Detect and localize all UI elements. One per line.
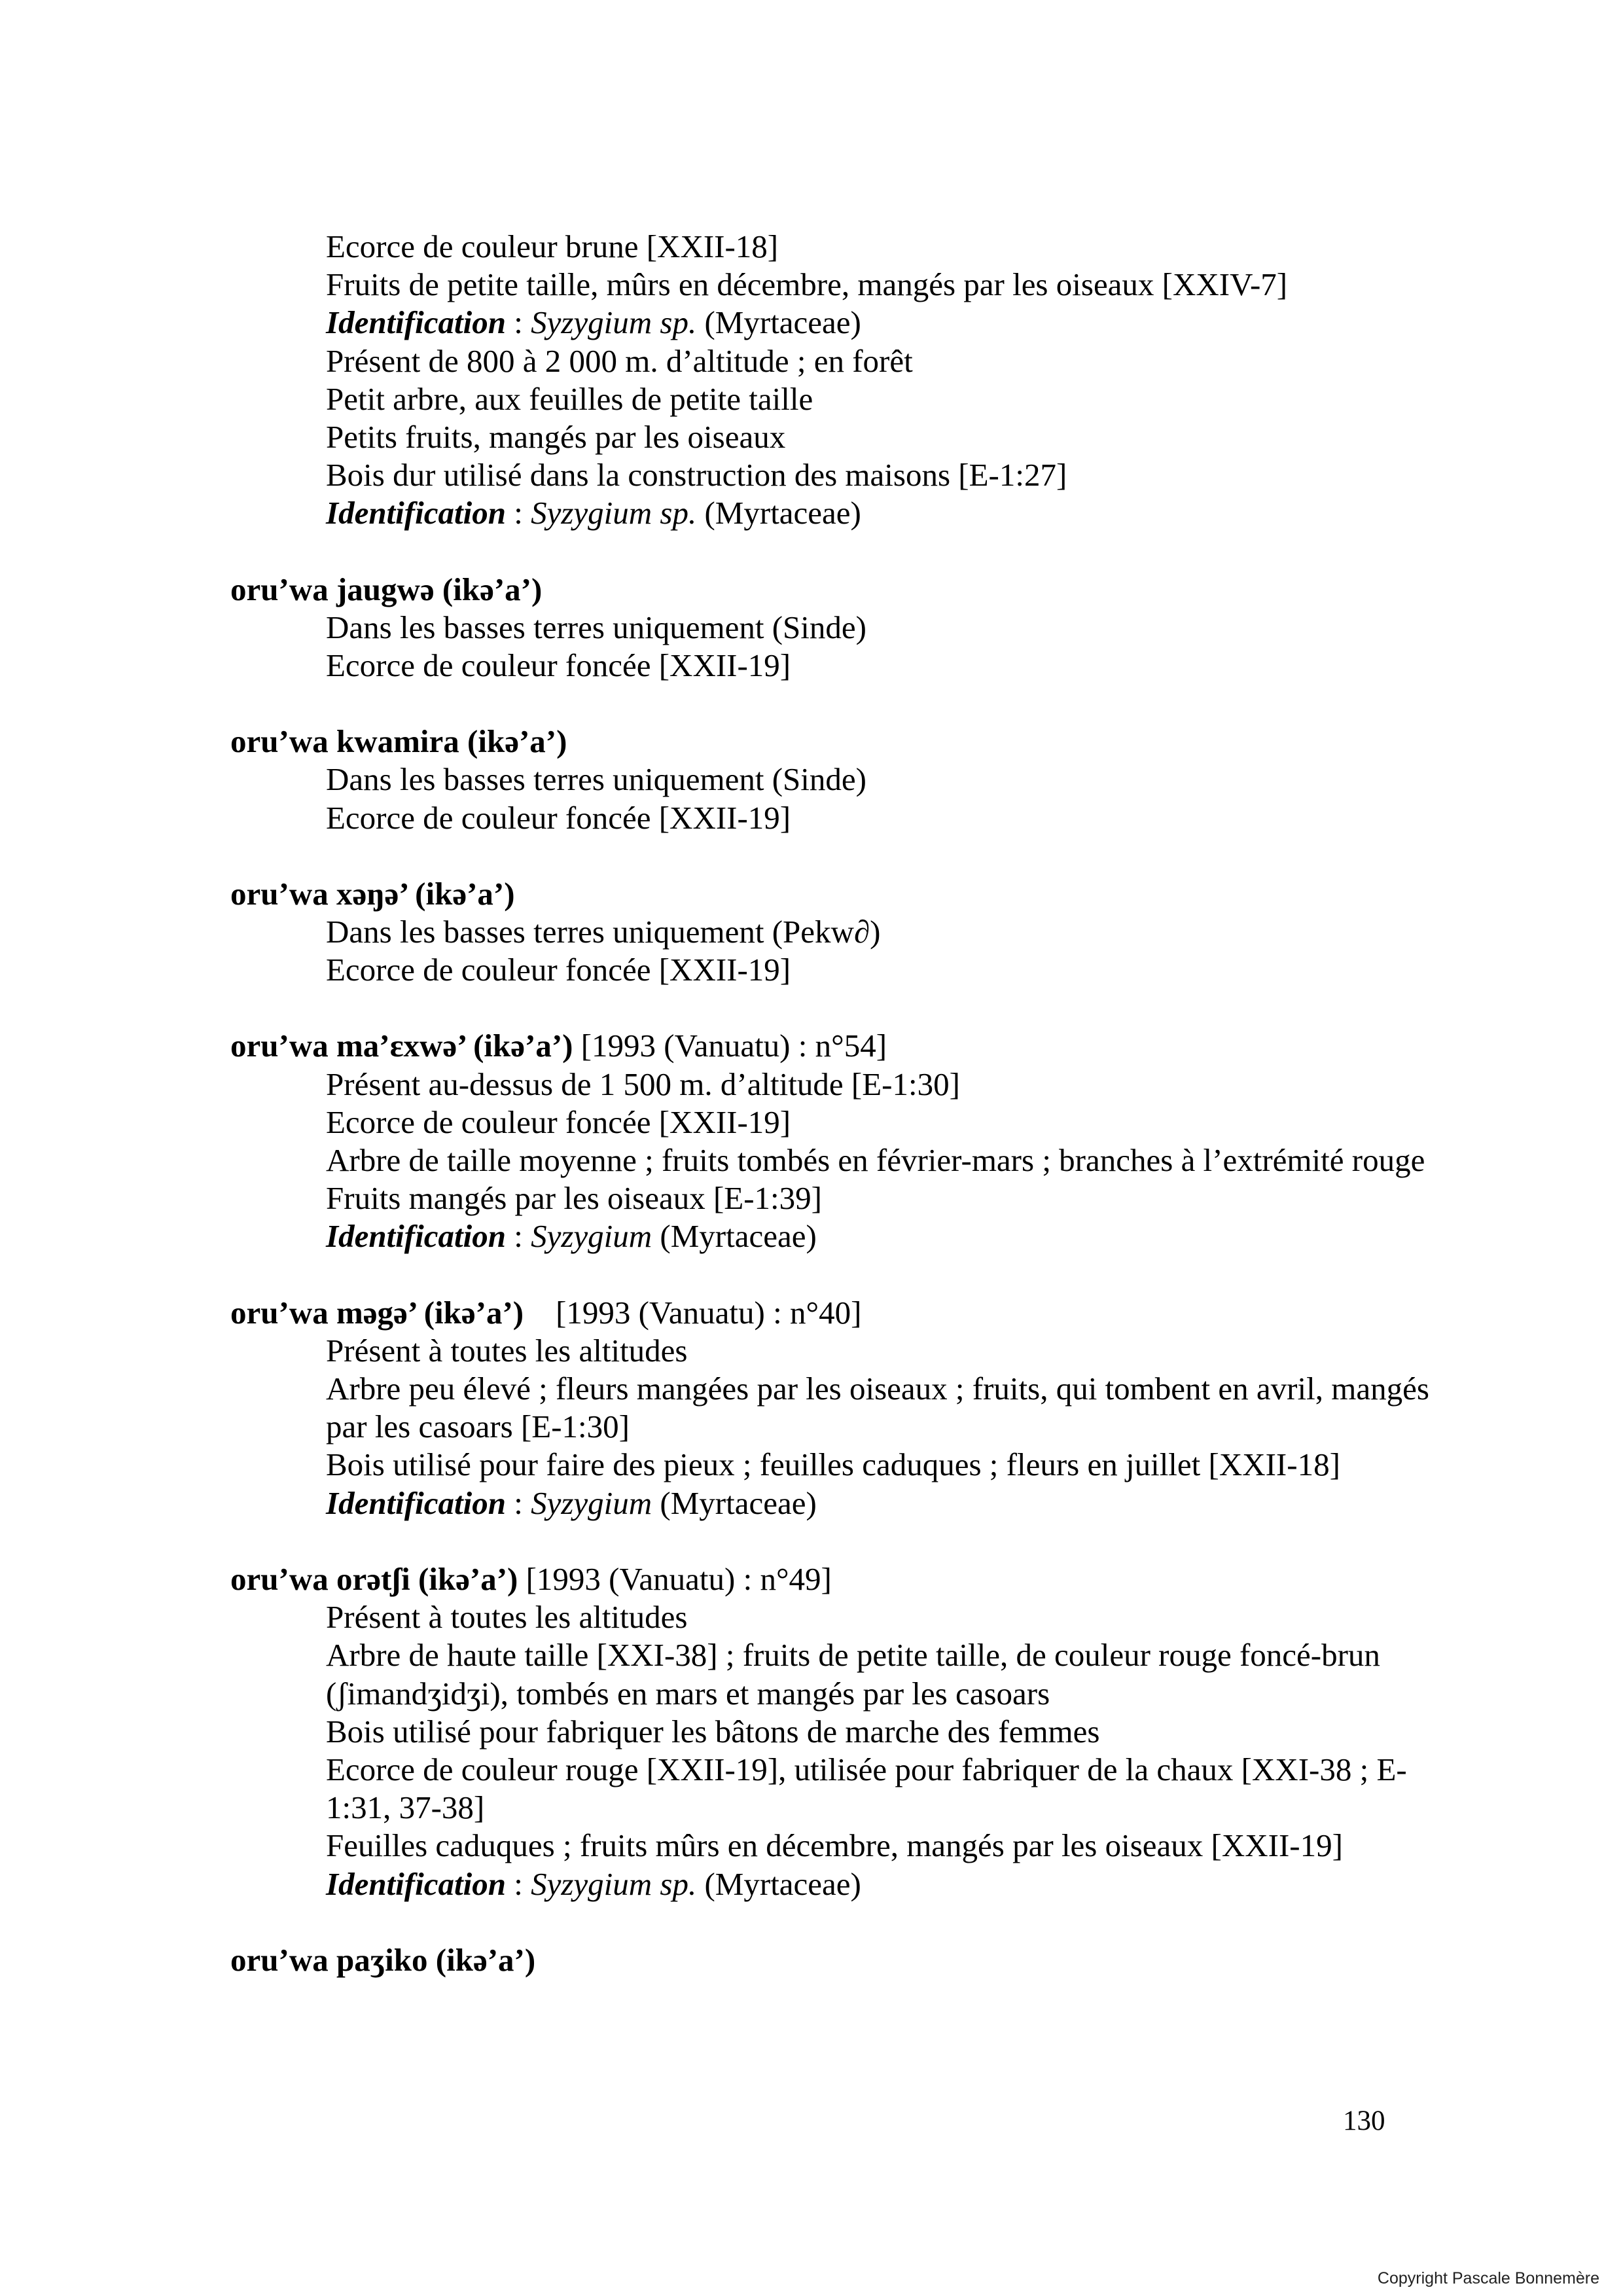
identification-label: Identification	[326, 1865, 506, 1902]
entry-line: Présent au-dessus de 1 500 m. d’altitude [E-1:30]	[326, 1066, 960, 1102]
entry-line: Feuilles caduques ; fruits mûrs en décembre, mangés par les oiseaux [XXII-19]	[326, 1827, 1343, 1864]
entry-headword: oru’wa ma’ɛxwə’ (ikə’a’)	[230, 1028, 573, 1064]
identification-line	[230, 1217, 1448, 1255]
entry-line: Présent à toutes les altitudes	[326, 1599, 688, 1636]
page-content	[230, 228, 1448, 1979]
entry-headword: oru’wa xəŋə’ (ikə’a’)	[230, 875, 515, 912]
entry-line: Bois dur utilisé dans la construction des maisons [E-1:27]	[326, 457, 1067, 493]
species-name: Syzygium sp.	[531, 495, 697, 531]
page-number: 130	[1343, 2106, 1385, 2136]
entry-reference: [1993 (Vanuatu) : n°49]	[518, 1560, 832, 1597]
dictionary-entry	[230, 1294, 1448, 1522]
entry-header-line	[230, 1027, 1448, 1065]
entry-line: Petits fruits, mangés par les oiseaux	[326, 419, 786, 456]
entry-reference: [1993 (Vanuatu) : n°54]	[573, 1028, 887, 1064]
entry-line: Dans les basses terres uniquement (Sinde)	[326, 609, 866, 645]
entry-reference: [1993 (Vanuatu) : n°40]	[524, 1294, 862, 1331]
species-name: Syzygium	[531, 1484, 652, 1521]
entry-line: Ecorce de couleur rouge [XXII-19], utilisée pour fabriquer de la chaux [XXI-38 ; E-1:31, 37-38]	[326, 1751, 1407, 1826]
entry-header-line	[230, 1294, 1448, 1332]
entry-line: Arbre de haute taille [XXI-38] ; fruits de petite taille, de couleur rouge foncé-brun (ʃimandʒidʒi), tombés en mars et mangés par les casoars	[326, 1637, 1380, 1712]
family-name: (Myrtaceae)	[652, 1484, 817, 1521]
entry-headword: oru’wa paʒiko (ikə’a’)	[230, 1941, 536, 1978]
entry-headword: oru’wa jaugwə (ikə’a’)	[230, 571, 543, 607]
identification-line	[230, 1484, 1448, 1522]
entry-line: Arbre de taille moyenne ; fruits tombés en février-mars ; branches à l’extrémité rouge	[326, 1142, 1425, 1179]
entry-line: Bois utilisé pour fabriquer les bâtons de marche des femmes	[326, 1713, 1100, 1749]
species-name: Syzygium sp.	[531, 304, 697, 341]
family-name: (Myrtaceae)	[696, 304, 861, 341]
dictionary-entry	[230, 1027, 1448, 1255]
entry-line: Dans les basses terres uniquement (Sinde)	[326, 761, 866, 798]
identification-separator: :	[505, 1865, 531, 1902]
entry-line: Dans les basses terres uniquement (Pekw∂)	[326, 914, 881, 950]
entry-line: Ecorce de couleur brune [XXII-18]	[326, 228, 779, 264]
entry-line: Petit arbre, aux feuilles de petite taille	[326, 380, 813, 417]
entry-headword: oru’wa məgə’ (ikə’a’)	[230, 1294, 524, 1331]
copyright-notice: Copyright Pascale Bonnemère	[1377, 2269, 1599, 2287]
entry-line: Fruits de petite taille, mûrs en décembre, mangés par les oiseaux [XXIV-7]	[326, 266, 1288, 303]
identification-separator: :	[505, 1484, 531, 1521]
identification-separator: :	[505, 1218, 531, 1255]
entry-continuation	[230, 228, 1448, 533]
entry-headword: oru’wa orətʃi (ikə’a’)	[230, 1560, 518, 1597]
dictionary-entry	[230, 1560, 1448, 1903]
entry-line: Présent à toutes les altitudes	[326, 1332, 688, 1369]
identification-line	[230, 304, 1448, 342]
dictionary-entry	[230, 875, 1448, 990]
family-name: (Myrtaceae)	[696, 495, 861, 531]
species-name: Syzygium	[531, 1218, 652, 1255]
family-name: (Myrtaceae)	[652, 1218, 817, 1255]
entry-line: Ecorce de couleur foncée [XXII-19]	[326, 1103, 791, 1140]
entry-line: Arbre peu élevé ; fleurs mangées par les oiseaux ; fruits, qui tombent en avril, mangés par les casoars [E-1:30]	[326, 1371, 1429, 1445]
entry-line: Fruits mangés par les oiseaux [E-1:39]	[326, 1180, 822, 1217]
entry-line: Ecorce de couleur foncée [XXII-19]	[326, 799, 791, 836]
dictionary-entry	[230, 723, 1448, 837]
entry-line: Bois utilisé pour faire des pieux ; feuilles caduques ; fleurs en juillet [XXII-18]	[326, 1446, 1340, 1483]
family-name: (Myrtaceae)	[696, 1865, 861, 1902]
identification-label: Identification	[326, 495, 506, 531]
species-name: Syzygium sp.	[531, 1865, 697, 1902]
entry-line: Ecorce de couleur foncée [XXII-19]	[326, 952, 791, 988]
identification-label: Identification	[326, 1218, 506, 1255]
identification-label: Identification	[326, 304, 506, 341]
dictionary-entry	[230, 1941, 1448, 1979]
entry-header-line	[230, 1560, 1448, 1598]
identification-separator: :	[505, 495, 531, 531]
identification-label: Identification	[326, 1484, 506, 1521]
dictionary-entry	[230, 571, 1448, 685]
identification-separator: :	[505, 304, 531, 341]
identification-line	[230, 1865, 1448, 1903]
entry-line: Présent de 800 à 2 000 m. d’altitude ; en forêt	[326, 342, 913, 379]
entry-line: Ecorce de couleur foncée [XXII-19]	[326, 647, 791, 684]
entry-headword: oru’wa kwamira (ikə’a’)	[230, 723, 567, 760]
identification-line	[230, 494, 1448, 532]
